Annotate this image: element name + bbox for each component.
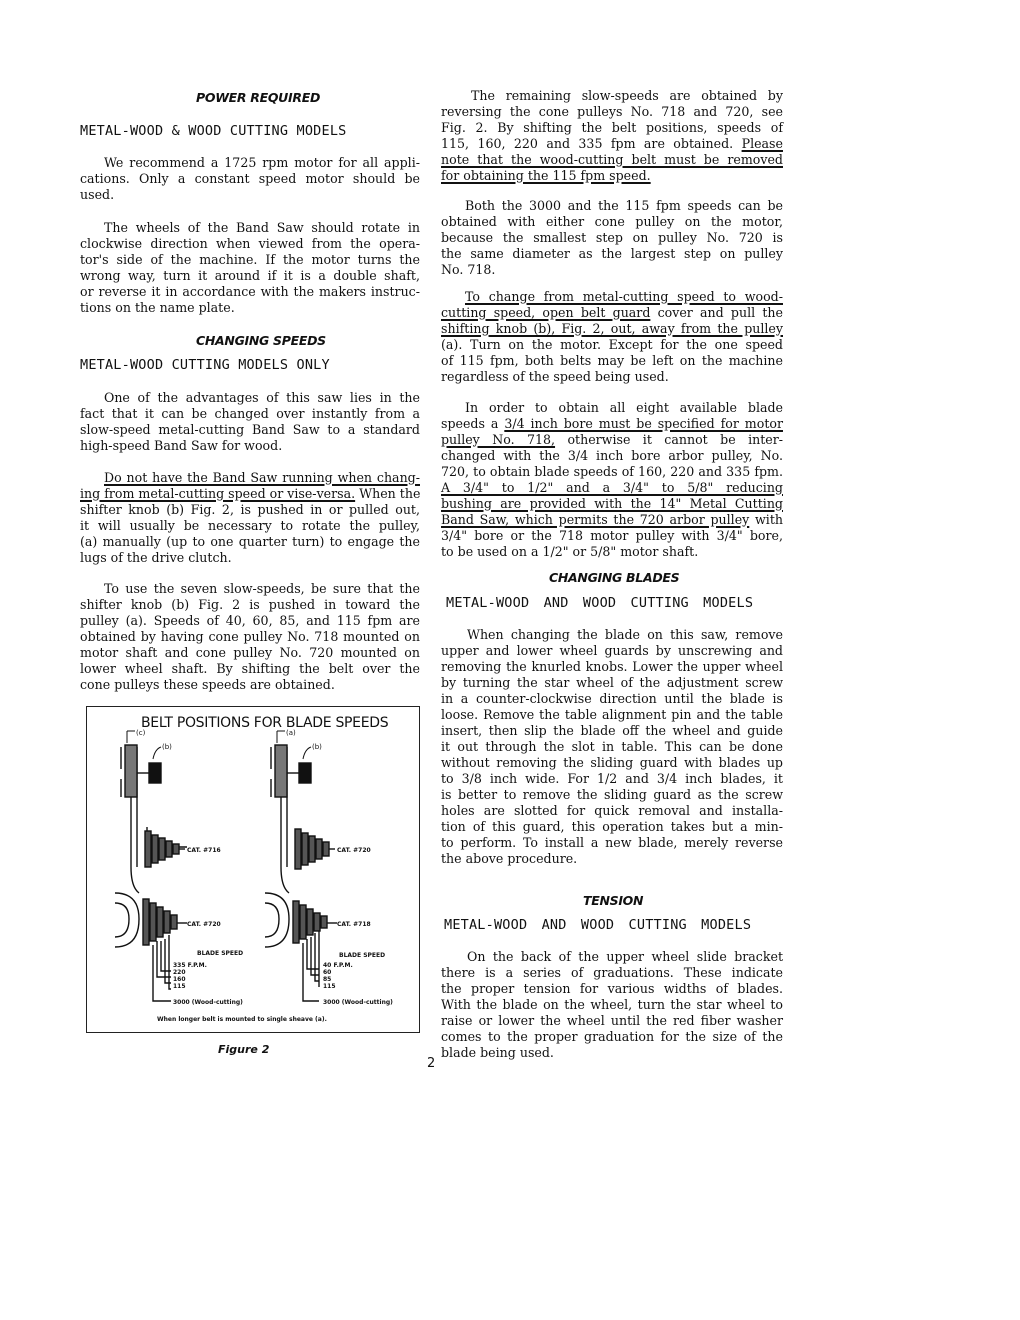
text-line: by turning the star wheel of the adjustment screw xyxy=(441,675,783,690)
text-line: tion of this guard, this operation takes but a min- xyxy=(441,819,783,834)
text-line: or reverse it in accordance with the makers instruc- xyxy=(80,284,420,299)
text-line: the proper tension for various widths of blades. xyxy=(441,981,783,996)
changing-speeds-heading: CHANGING SPEEDS xyxy=(196,333,326,348)
text-fragment: otherwise it cannot be inter- xyxy=(555,432,783,447)
text-line: No. 718. xyxy=(441,262,496,277)
text-line: (a) manually (up to one quarter turn) to engage the xyxy=(80,534,420,549)
text-line xyxy=(441,152,783,168)
text-line: lower wheel shaft. By shifting the belt over the xyxy=(80,661,420,676)
label-c: (c) xyxy=(136,729,146,737)
text-line xyxy=(441,512,783,528)
speed-right-60: 60 xyxy=(323,969,332,976)
text-line: The wheels of the Band Saw should rotate in xyxy=(104,220,420,235)
underlined-text: note that the wood-cutting belt must be removed xyxy=(441,152,783,167)
text-line xyxy=(441,136,783,152)
cat-720-label-bottom: CAT. #720 xyxy=(187,921,221,928)
underlined-text: for obtaining the 115 fpm speed. xyxy=(441,168,651,183)
label-a: (a) xyxy=(286,729,296,737)
text-line: One of the advantages of this saw lies in the xyxy=(104,390,420,405)
blades-paragraph xyxy=(441,627,783,867)
underlined-text: shifting knob (b), Fig. 2, out, away from the pulley xyxy=(441,321,783,336)
cat-720-label-top: CAT. #720 xyxy=(337,847,371,854)
text-line: shifter knob (b) Fig. 2, is pushed in or pulled out, xyxy=(80,502,420,517)
cat-718-label: CAT. #718 xyxy=(337,921,371,928)
text-fragment: with xyxy=(749,512,783,527)
underlined-text: cutting speed, open belt guard xyxy=(441,305,651,320)
right-pulley-assembly xyxy=(271,745,335,893)
text-line xyxy=(441,305,783,321)
changing-speeds-subheading: METAL-WOOD CUTTING MODELS ONLY xyxy=(80,357,330,373)
changing-blades-heading: CHANGING BLADES xyxy=(549,570,680,585)
text-line: clockwise direction when viewed from the opera- xyxy=(80,236,420,251)
text-line xyxy=(80,486,420,502)
text-line xyxy=(441,289,783,305)
text-line: because the smallest step on pulley No. 720 is xyxy=(441,230,783,245)
cone-pulley-720-top xyxy=(295,829,329,869)
text-line: wrong way, turn it around if it is a double shaft, xyxy=(80,268,420,283)
tension-heading: TENSION xyxy=(583,893,644,908)
left-pulley-assembly xyxy=(121,745,187,893)
text-line: tor's side of the machine. If the motor turns the xyxy=(80,252,420,267)
text-line: Fig. 2. By shifting the belt positions, speeds of xyxy=(441,120,783,135)
text-line: regardless of the speed being used. xyxy=(441,369,669,384)
text-line: lugs of the drive clutch. xyxy=(80,550,232,565)
text-line: insert, then slip the blade off the wheel and guide xyxy=(441,723,783,738)
text-fragment: cover and pull the xyxy=(650,305,783,320)
text-line: it out through the slot in table. This can be done xyxy=(441,739,783,754)
power-required-heading: POWER REQUIRED xyxy=(196,90,321,105)
text-line: shifter knob (b) Fig. 2 is pushed in toward the xyxy=(80,597,420,612)
text-line: (a). Turn on the motor. Except for the one speed xyxy=(441,337,783,352)
text-line: When changing the blade on this saw, remove xyxy=(467,627,783,642)
underlined-text: Band Saw, which permits the 720 arbor pulley xyxy=(441,512,750,527)
text-line: the above procedure. xyxy=(441,851,578,866)
underlined-text: pulley No. 718, xyxy=(441,432,556,447)
text-line: cone pulleys these speeds are obtained. xyxy=(80,677,335,692)
power-required-subheading: METAL-WOOD & WOOD CUTTING MODELS xyxy=(80,123,347,139)
text-line: The remaining slow-speeds are obtained by xyxy=(471,88,783,103)
figure-title: BELT POSITIONS FOR BLADE SPEEDS xyxy=(141,715,389,731)
wood-cutting-left: 3000 (Wood-cutting) xyxy=(173,999,243,1006)
text-line: cations. Only a constant speed motor should be xyxy=(80,171,420,186)
text-line: obtained with either cone pulley on the motor, xyxy=(441,214,783,229)
tension-subheading: METAL-WOOD AND WOOD CUTTING MODELS xyxy=(444,917,752,933)
text-line: On the back of the upper wheel slide bracket xyxy=(467,949,783,964)
text-fragment: When the xyxy=(355,486,421,501)
text-line: the same diameter as the largest step on pulley xyxy=(441,246,783,261)
speeds-paragraph-1 xyxy=(80,390,420,454)
text-line: without removing the sliding guard with blades up xyxy=(441,755,783,770)
text-line xyxy=(441,432,783,448)
text-line: of 115 fpm, both belts may be left on the machine xyxy=(441,353,783,368)
text-line: there is a series of graduations. These indicate xyxy=(441,965,783,980)
underlined-text: Please xyxy=(741,136,783,151)
text-line: We recommend a 1725 rpm motor for all appli- xyxy=(104,155,420,170)
text-line: raise or lower the wheel until the red fiber washer xyxy=(441,1013,783,1028)
speed-left-115: 115 xyxy=(173,983,186,990)
right-paragraph-2 xyxy=(441,198,783,278)
text-line: high-speed Band Saw for wood. xyxy=(80,438,283,453)
right-paragraph-4 xyxy=(441,400,783,560)
figure-footnote: When longer belt is mounted to single sheave (a). xyxy=(157,1016,327,1023)
blade-speed-right: BLADE SPEED xyxy=(339,952,386,959)
speed-left-335: 335 F.P.M. xyxy=(173,962,207,969)
text-line: blade being used. xyxy=(441,1045,554,1060)
text-line: slow-speed metal-cutting Band Saw to a standard xyxy=(80,422,420,437)
text-line xyxy=(441,496,783,512)
power-paragraph-2 xyxy=(80,220,420,316)
text-line: tions on the name plate. xyxy=(80,300,235,315)
text-line: To use the seven slow-speeds, be sure that the xyxy=(104,581,420,596)
text-line: used. xyxy=(80,187,115,202)
page-number: 2 xyxy=(427,1056,436,1071)
speeds-paragraph-2 xyxy=(80,470,420,566)
figure-2-belt-positions xyxy=(86,706,420,1033)
speed-left-160: 160 xyxy=(173,976,186,983)
label-b-right: (b) xyxy=(312,743,322,751)
text-line: reversing the cone pulleys No. 718 and 720, see xyxy=(441,104,783,119)
speed-right-40: 40 F.P.M. xyxy=(323,962,353,969)
label-b-left: (b) xyxy=(162,743,172,751)
figure-caption: Figure 2 xyxy=(218,1043,270,1056)
underlined-text: ing from metal-cutting speed or vise-versa. xyxy=(80,486,356,501)
cone-pulley-716 xyxy=(145,831,179,867)
underlined-text: To change from metal-cutting speed to wood- xyxy=(465,289,783,304)
underlined-text: 3/4 inch bore must be specified for motor xyxy=(504,416,783,431)
blade-speed-left: BLADE SPEED xyxy=(197,950,244,957)
underlined-text: bushing are provided with the 14" Metal Cutting xyxy=(441,496,783,511)
pulley-diagram xyxy=(87,707,421,1034)
text-line xyxy=(80,470,420,486)
wood-cutting-right: 3000 (Wood-cutting) xyxy=(323,999,393,1006)
text-line: comes to the proper graduation for the size of the xyxy=(441,1029,783,1044)
right-paragraph-3 xyxy=(441,289,783,385)
text-line: in a counter-clockwise direction until the blade is xyxy=(441,691,783,706)
text-line: 3/4" bore or the 718 motor pulley with 3/4" bore, xyxy=(441,528,783,543)
text-line: fact that it can be changed over instantly from a xyxy=(80,406,420,421)
text-line: is better to remove the sliding guard as the screw xyxy=(441,787,783,802)
speed-right-115: 115 xyxy=(323,983,336,990)
text-line: obtained by having cone pulley No. 718 mounted on xyxy=(80,629,420,644)
text-fragment: speeds a xyxy=(441,416,505,431)
text-line xyxy=(441,480,783,496)
text-line: loose. Remove the table alignment pin and the table xyxy=(441,707,783,722)
text-line: changed with the 3/4 inch bore arbor pulley, No. xyxy=(441,448,783,463)
text-line: to perform. To install a new blade, merely reverse xyxy=(441,835,783,850)
text-line: to 3/8 inch wide. For 1/2 and 3/4 inch blades, it xyxy=(441,771,783,786)
speed-left-220: 220 xyxy=(173,969,186,976)
text-line xyxy=(441,321,783,337)
text-line: With the blade on the wheel, turn the star wheel to xyxy=(441,997,783,1012)
text-line: upper and lower wheel guards by unscrewing and xyxy=(441,643,783,658)
text-line: In order to obtain all eight available blade xyxy=(465,400,783,415)
changing-blades-subheading: METAL-WOOD AND WOOD CUTTING MODELS xyxy=(446,595,754,611)
underlined-text: Do not have the Band Saw running when chang- xyxy=(104,470,420,485)
text-line: pulley (a). Speeds of 40, 60, 85, and 115 fpm are xyxy=(80,613,420,628)
speed-right-85: 85 xyxy=(323,976,332,983)
cat-716-label: CAT. #716 xyxy=(187,847,221,854)
text-line xyxy=(441,168,783,184)
power-paragraph-1 xyxy=(80,155,420,203)
tension-paragraph xyxy=(441,949,783,1061)
text-line: it will usually be necessary to rotate the pulley, xyxy=(80,518,420,533)
text-line: holes are slotted for quick removal and installa- xyxy=(441,803,783,818)
right-paragraph-1 xyxy=(441,88,783,184)
text-line xyxy=(441,416,783,432)
text-line: to be used on a 1/2" or 5/8" motor shaft. xyxy=(441,544,699,559)
text-line: 720, to obtain blade speeds of 160, 220 and 335 fpm. xyxy=(441,464,783,479)
text-line: removing the knurled knobs. Lower the upper wheel xyxy=(441,659,783,674)
text-line: motor shaft and cone pulley No. 720 mounted on xyxy=(80,645,420,660)
speeds-paragraph-3 xyxy=(80,581,420,693)
text-fragment: 115, 160, 220 and 335 fpm are obtained. xyxy=(441,136,734,151)
underlined-text: A 3/4" to 1/2" and a 3/4" to 5/8" reducing xyxy=(441,480,783,495)
text-line: Both the 3000 and the 115 fpm speeds can be xyxy=(465,198,783,213)
